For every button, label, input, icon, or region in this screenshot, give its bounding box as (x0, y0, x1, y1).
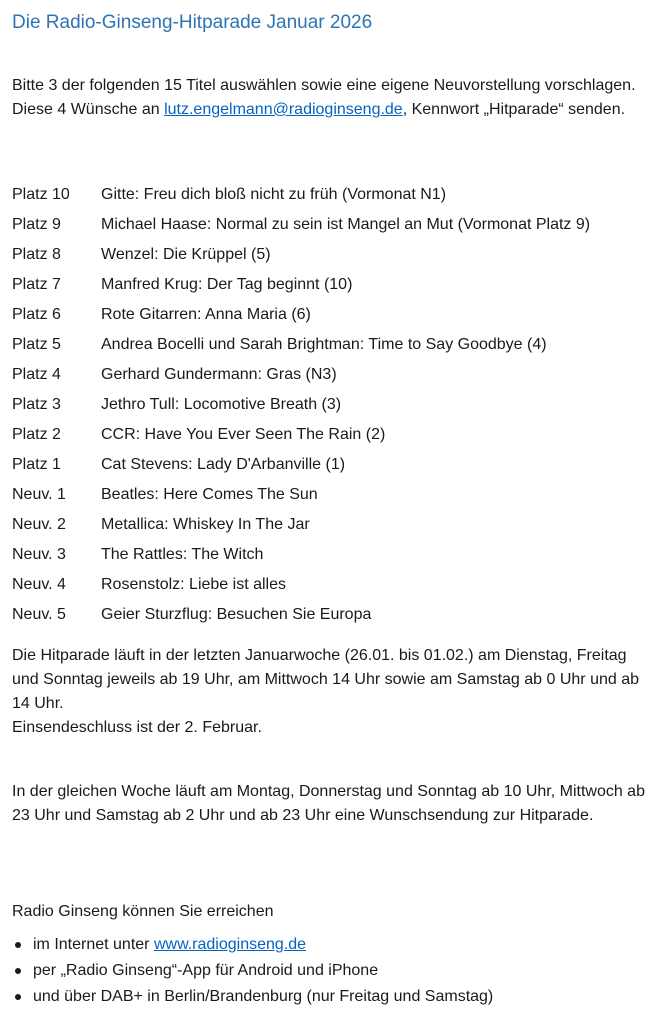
list-item (12, 958, 493, 984)
song-title: Manfred Krug: Der Tag beginnt (10) (101, 276, 353, 293)
rank-label: Neuv. 3 (12, 546, 66, 563)
intro-paragraph (12, 74, 648, 122)
list-item (12, 600, 652, 630)
rank-label: Neuv. 4 (12, 576, 66, 593)
song-title: CCR: Have You Ever Seen The Rain (2) (101, 426, 386, 443)
song-title: Gerhard Gundermann: Gras (N3) (101, 366, 337, 383)
list-item (12, 932, 493, 958)
rank-label: Platz 10 (12, 186, 70, 203)
reach-heading: Radio Ginseng können Sie erreichen (12, 903, 274, 920)
app-text: per „Radio Ginseng“-App für Android und iPhone (33, 962, 379, 979)
song-title: Andrea Bocelli und Sarah Brightman: Time to Say Goodbye (4) (101, 336, 547, 353)
list-item (12, 984, 493, 1010)
rank-label: Neuv. 5 (12, 606, 66, 623)
song-title: Rote Gitarren: Anna Maria (6) (101, 306, 311, 323)
list-item (12, 360, 652, 390)
intro-line-2-prefix: Diese 4 Wünsche an (12, 101, 165, 118)
list-item (12, 210, 652, 240)
song-title: Geier Sturzflug: Besuchen Sie Europa (101, 606, 372, 623)
rank-label: Platz 6 (12, 306, 61, 323)
list-item (12, 450, 652, 480)
song-title: Beatles: Here Comes The Sun (101, 486, 318, 503)
list-item (12, 480, 652, 510)
song-title: The Rattles: The Witch (101, 546, 264, 563)
rank-label: Platz 5 (12, 336, 61, 353)
rank-label: Platz 7 (12, 276, 61, 293)
email-link[interactable]: lutz.engelmann@radioginseng.de (164, 101, 403, 118)
song-title: Wenzel: Die Krüppel (5) (101, 246, 271, 263)
website-link[interactable]: www.radioginseng.de (153, 936, 307, 953)
list-item (12, 180, 652, 210)
hitparade-list (12, 180, 652, 630)
rank-label: Platz 9 (12, 216, 61, 233)
song-title: Cat Stevens: Lady D'Arbanville (1) (101, 456, 346, 473)
dab-text: und über DAB+ in Berlin/Brandenburg (nur Freitag und Samstag) (33, 988, 494, 1005)
rank-label: Platz 8 (12, 246, 61, 263)
rank-label: Platz 2 (12, 426, 61, 443)
rank-label: Platz 3 (12, 396, 61, 413)
list-item (12, 510, 652, 540)
bullet-icon (15, 994, 21, 1000)
song-title: Gitte: Freu dich bloß nicht zu früh (Vormonat N1) (101, 186, 447, 203)
rank-label: Neuv. 2 (12, 516, 66, 533)
schedule-paragraph (12, 644, 648, 740)
list-item (12, 390, 652, 420)
intro-line-1: Bitte 3 der folgenden 15 Titel auswählen sowie eine eigene Neuvorstellung vorschlagen. (12, 77, 636, 94)
list-item (12, 270, 652, 300)
page-title: Die Radio-Ginseng-Hitparade Januar 2026 (12, 12, 373, 33)
schedule-text: Die Hitparade läuft in der letzten Januarwoche (26.01. bis 01.02.) am Dienstag, Freitag und Sonntag jeweils ab 19 Uhr, am Mittwoch 14 Uhr sowie am Samstag ab 0 Uhr und ab 14 Uhr. (12, 647, 639, 712)
reach-list (12, 932, 493, 1010)
song-title: Rosenstolz: Liebe ist alles (101, 576, 286, 593)
list-item (12, 300, 652, 330)
deadline-text: Einsendeschluss ist der 2. Februar. (12, 719, 262, 736)
bullet-icon (15, 968, 21, 974)
song-title: Metallica: Whiskey In The Jar (101, 516, 310, 533)
list-item (12, 420, 652, 450)
internet-prefix: im Internet unter (33, 936, 150, 953)
rank-label: Platz 4 (12, 366, 61, 383)
song-title: Michael Haase: Normal zu sein ist Mangel an Mut (Vormonat Platz 9) (101, 216, 591, 233)
bullet-icon (15, 942, 21, 948)
list-item (12, 330, 652, 360)
wish-show-paragraph: In der gleichen Woche läuft am Montag, Donnerstag und Sonntag ab 10 Uhr, Mittwoch ab 23 Uhr und Samstag ab 2 Uhr und ab 23 Uhr eine Wunschsendung zur Hitparade. (12, 783, 645, 824)
list-item (12, 570, 652, 600)
intro-line-2-suffix: , Kennwort „Hitparade“ senden. (402, 101, 626, 118)
list-item (12, 240, 652, 270)
list-item (12, 540, 652, 570)
song-title: Jethro Tull: Locomotive Breath (3) (101, 396, 342, 413)
rank-label: Platz 1 (12, 456, 61, 473)
rank-label: Neuv. 1 (12, 486, 66, 503)
